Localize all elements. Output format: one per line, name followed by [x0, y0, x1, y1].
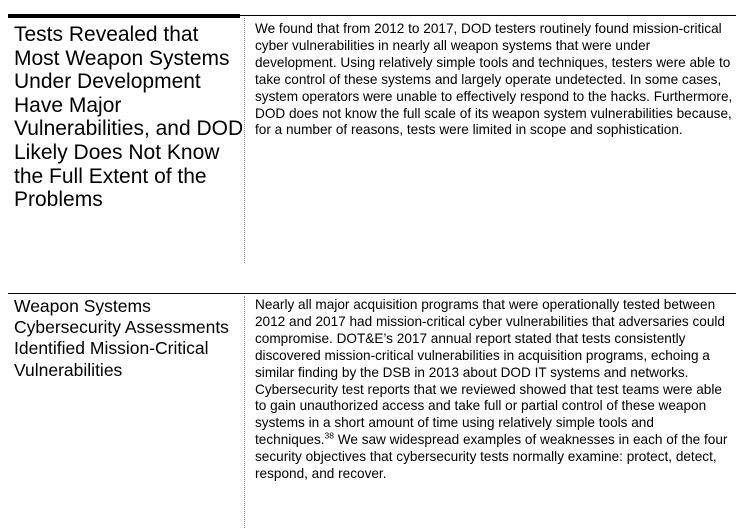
section1-heading-rule — [8, 14, 240, 18]
section1-body: We found that from 2012 to 2017, DOD testers routinely found mission-critical cyber vulnerabilities in nearly all weapon systems that were under development. Using relatively simple tools and techniques, testers were able to take control of these systems and largely operate undetected. In some cases, system operators were unable to effectively respond to the hacks. Furthermore, DOD does not know the full scale of its weapon system vulnerabilities because, for a number of reasons, tests were limited in scope and sophistication. — [255, 21, 733, 138]
section1-heading: Tests Revealed that Most Weapon Systems Under Development Have Major Vulnerabilities, and DOD Likely Does Not Know the Full Extent of the Problems — [14, 23, 244, 212]
section1-divider — [240, 15, 736, 16]
section2-body-text-continued: We saw widespread examples of weaknesses in each of the four security objectives that cybersecurity tests normally examine: protect, detect, respond, and recover. — [255, 432, 728, 482]
footnote-reference[interactable]: 38 — [324, 430, 334, 441]
section2-body-text: Nearly all major acquisition programs that were operationally tested between 2012 and 2017 had mission-critical cyber vulnerabilities that adversaries could compromise. DOT&E’s 2017 annual report stated that tests consistently discovered mission-critical vulnerabilities in acquisition programs, echoing a similar finding by the DSB in 2013 about DOD IT systems and networks. Cybersecurity test reports that we reviewed showed that test teams were able to gain unauthorized access and take full or partial control of these weapon systems in a short amount of time using relatively simple tools and techniques. — [255, 297, 725, 448]
section2-body — [255, 297, 735, 483]
section2-divider — [8, 293, 736, 294]
section2-heading: Weapon Systems Cybersecurity Assessments Identified Mission-Critical Vulnerabilities — [14, 296, 229, 380]
